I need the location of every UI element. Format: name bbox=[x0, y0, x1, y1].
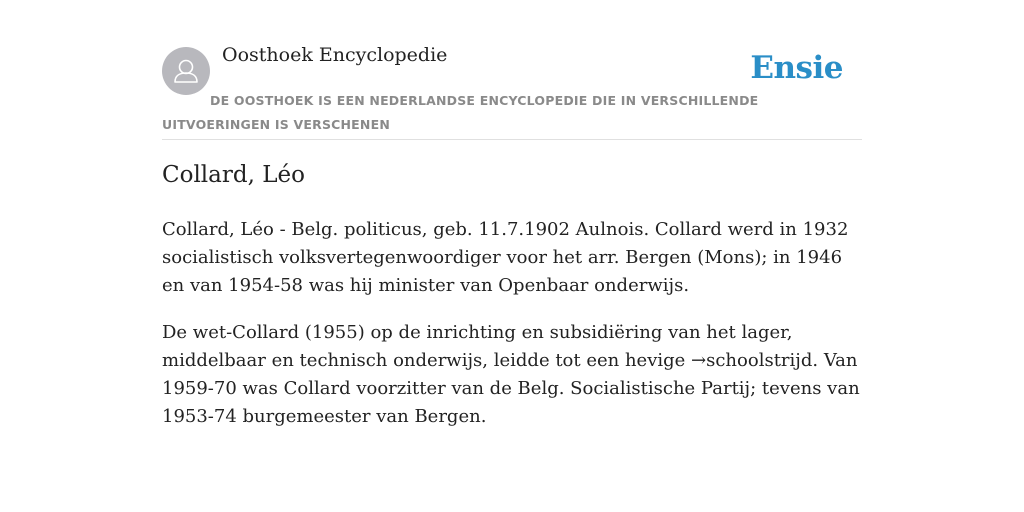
source-subtitle: DE OOSTHOEK IS EEN NEDERLANDSE ENCYCLOPEDIE DIE IN VERSCHILLENDE UITVOERINGEN IS VERSCHENEN bbox=[162, 93, 759, 132]
brand-logo[interactable]: Ensie bbox=[750, 50, 843, 86]
article-paragraph: Collard, Léo - Belg. politicus, geb. 11.7.1902 Aulnois. Collard werd in 1932 socialistisch volksvertegenwoordiger voor het arr. Bergen (Mons); in 1946 en van 1954-58 was hij minister van Openbaar onderwijs. bbox=[162, 219, 849, 296]
user-avatar-icon[interactable] bbox=[162, 47, 210, 95]
article-paragraph: De wet-Collard (1955) op de inrichting en subsidiëring van het lager, middelbaar en technisch onderwijs, leidde tot een hevige →schoolstrijd. Van 1959-70 was Collard voorzitter van de Belg. Socialistische Partij; tevens van 1953-74 burgemeester van Bergen. bbox=[162, 322, 860, 427]
article-title: Collard, Léo bbox=[162, 162, 305, 188]
article-body bbox=[162, 216, 862, 450]
source-header bbox=[162, 0, 862, 140]
page bbox=[162, 0, 862, 427]
source-title[interactable]: Oosthoek Encyclopedie bbox=[222, 44, 448, 66]
